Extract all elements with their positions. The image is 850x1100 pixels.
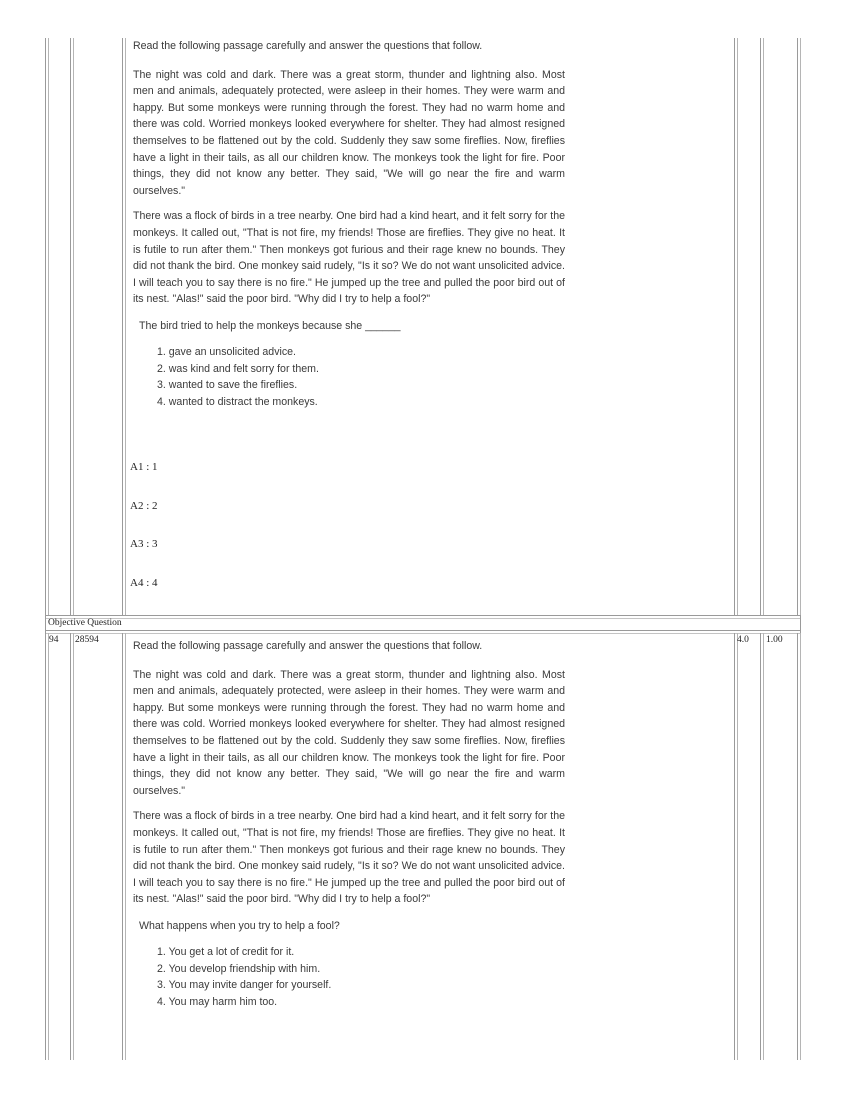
option-item: 2. was kind and felt sorry for them. <box>157 362 319 375</box>
question-type-label: Objective Question <box>48 618 122 628</box>
marks-value: 4.0 <box>737 635 749 645</box>
passage-instruction: Read the following passage carefully and answer the questions that follow. <box>133 40 483 52</box>
table-border <box>48 38 49 615</box>
passage-paragraph-1: The night was cold and dark. There was a great storm, thunder and lightning also. Most men and animals, adequately protected, were asleep in their homes. They were warm and happy. But some monkeys were running through the forest. They had no warm home and there was cold. Worried monkeys looked everywhere for shelter. They had almost resigned themselves to be flattened out by the cold. Suddenly they saw some fireflies. Now, fireflies have a light in their tails, as all our children know. The monkeys took the light for fire. Poor things, they did not know any better. They said, "We will go near the fire and warm ourselves." <box>133 668 565 797</box>
answer-key-list <box>130 461 158 616</box>
table-border <box>800 633 801 1060</box>
table-border <box>45 633 801 634</box>
option-item: 3. wanted to save the fireflies. <box>157 379 298 392</box>
table-border <box>122 38 123 615</box>
table-border <box>73 633 74 1060</box>
question-passage <box>133 638 565 1010</box>
passage-paragraph-2: There was a flock of birds in a tree nearby. One bird had a kind heart, and it felt sorry for the monkeys. It called out, "That is not fire, my friends! Those are fireflies. They give no heat. It is futile to run after them." Then monkeys got furious and their rage knew no bounds. They did not thank the bird. One monkey said rudely, "Is it so? We do not want unsolicited advice. I will teach you to say there is no fire." He jumped up the tree and pulled the poor bird out of its nest. "Alas!" said the poor bird. "Why did I try to help a fool?" <box>133 810 565 906</box>
passage-paragraph-1: The night was cold and dark. There was a great storm, thunder and lightning also. Most men and animals, adequately protected, were asleep in their homes. They were warm and happy. But some monkeys were running through the forest. They had no warm home and there was cold. Worried monkeys looked everywhere for shelter. They had almost resigned themselves to be flattened out by the cold. Suddenly they saw some fireflies. Now, fireflies have a light in their tails, as all our children know. The monkeys took the light for fire. Poor things, they did not know any better. They said, "We will go near the fire and warm ourselves." <box>133 68 565 197</box>
option-item: 1. gave an unsolicited advice. <box>157 345 296 358</box>
option-item: 4. You may harm him too. <box>157 995 278 1008</box>
table-border <box>797 633 798 1060</box>
table-border <box>734 38 735 615</box>
table-border <box>760 633 761 1060</box>
table-border <box>45 615 801 616</box>
table-border <box>45 38 46 615</box>
table-border <box>70 633 71 1060</box>
table-border <box>45 630 801 631</box>
table-border <box>760 38 761 615</box>
table-border <box>763 38 764 615</box>
table-border <box>800 38 801 615</box>
question-id: 28594 <box>75 635 99 645</box>
table-border <box>125 633 126 1060</box>
question-passage <box>133 38 565 410</box>
table-border <box>737 633 738 1060</box>
table-border <box>70 38 71 615</box>
options-list <box>133 344 565 410</box>
table-border <box>797 38 798 615</box>
option-item: 2. You develop friendship with him. <box>157 962 321 975</box>
table-border <box>763 633 764 1060</box>
option-item: 1. You get a lot of credit for it. <box>157 945 295 958</box>
table-border <box>45 615 46 633</box>
table-border <box>800 615 801 633</box>
table-border <box>73 38 74 615</box>
answer-key-item: A2 : 2 <box>130 499 158 512</box>
table-border <box>45 633 46 1060</box>
passage-instruction: Read the following passage carefully and answer the questions that follow. <box>133 640 483 652</box>
negative-marks-value: 1.00 <box>766 635 783 645</box>
options-list <box>133 944 565 1010</box>
answer-key-item: A1 : 1 <box>130 461 158 473</box>
serial-number: 94 <box>49 635 59 645</box>
question-text: The bird tried to help the monkeys because she ______ <box>139 319 401 332</box>
passage-paragraph-2: There was a flock of birds in a tree nearby. One bird had a kind heart, and it felt sorry for the monkeys. It called out, "That is not fire, my friends! Those are fireflies. They give no heat. It is futile to run after them." Then monkeys got furious and their rage knew no bounds. They did not thank the bird. One monkey said rudely, "Is it so? We do not want unsolicited advice. I will teach you to say there is no fire." He jumped up the tree and pulled the poor bird out of its nest. "Alas!" said the poor bird. "Why did I try to help a fool?" <box>133 210 565 306</box>
answer-key-item: A4 : 4 <box>130 577 158 590</box>
table-border <box>734 633 735 1060</box>
question-text: What happens when you try to help a fool? <box>139 919 340 932</box>
table-border <box>45 618 801 619</box>
table-border <box>122 633 123 1060</box>
option-item: 3. You may invite danger for yourself. <box>157 979 332 992</box>
option-item: 4. wanted to distract the monkeys. <box>157 395 318 408</box>
answer-key-item: A3 : 3 <box>130 538 158 551</box>
table-border <box>737 38 738 615</box>
table-border <box>48 633 49 1060</box>
table-border <box>125 38 126 615</box>
